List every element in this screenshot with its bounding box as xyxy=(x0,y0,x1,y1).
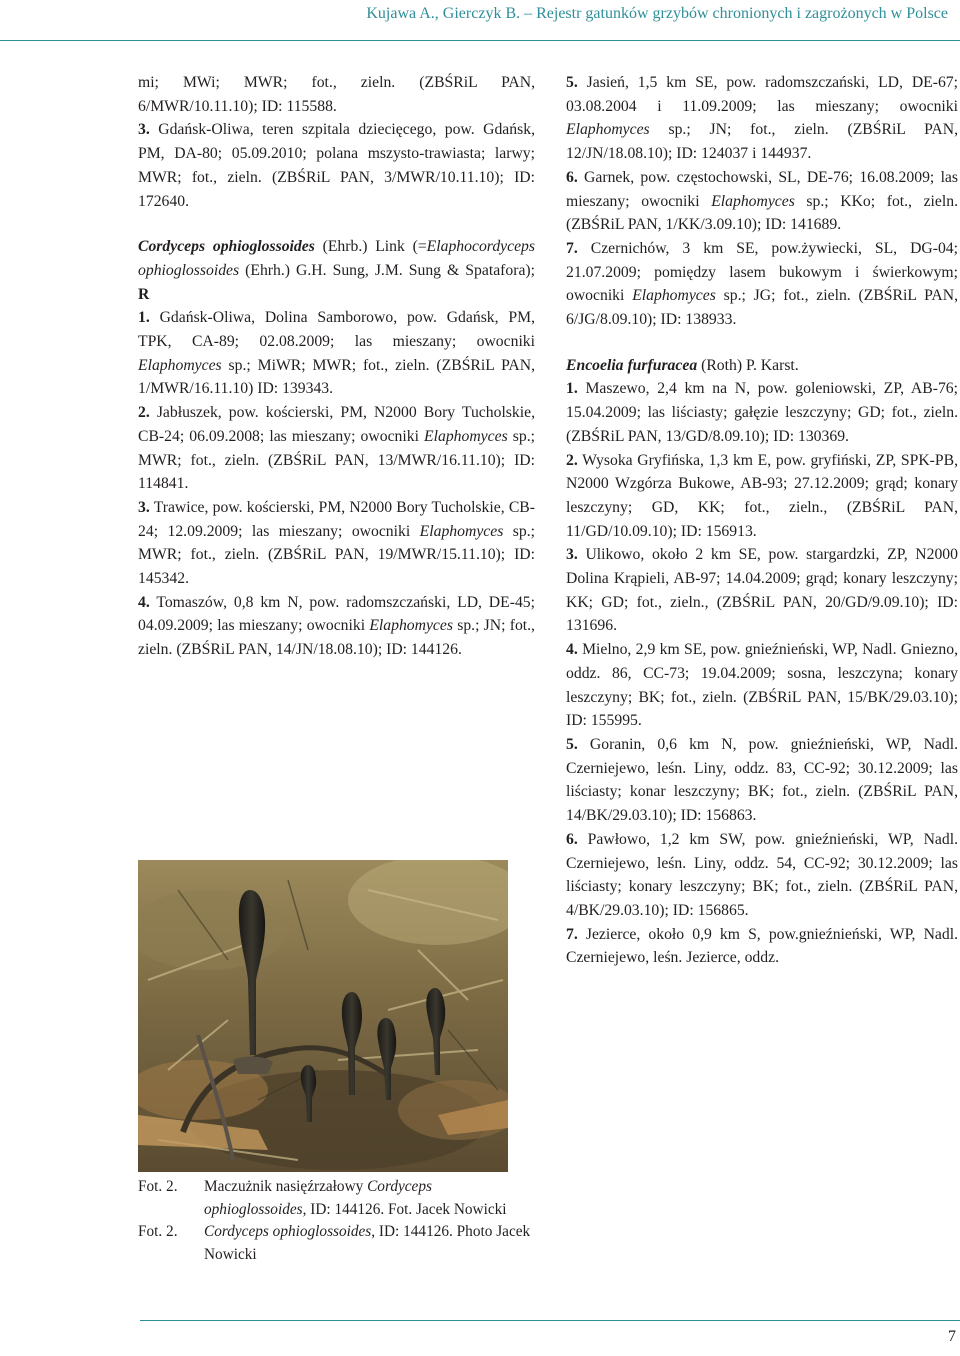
record-entry xyxy=(566,237,958,332)
figure-caption xyxy=(138,1176,538,1266)
record-text: Jezierce, około 0,9 km S, pow.gnieźnieński, WP, Nadl. Czerniejewo, leśn. Jezierce, oddz. xyxy=(566,925,958,967)
species-name: Cordyceps ophioglossoides xyxy=(138,238,315,256)
running-title: Kujawa A., Gierczyk B. – Rejestr gatunków grzybów chronionych i zagrożonych w Polsce xyxy=(366,5,948,22)
record-text: Mielno, 2,9 km SE, pow. gnieźnieński, WP, Nadl. Gniezno, oddz. 86, CC-73; 19.04.2009; sosna, leszczyna; konary leszczyny; BK; fot., zieln. (ZBŚRiL PAN, 15/BK/29.03.10); ID: 155995. xyxy=(566,641,958,730)
record-entry xyxy=(566,543,958,638)
caption-english xyxy=(138,1221,538,1266)
record-number: 2. xyxy=(566,451,578,469)
record-text: Gdańsk-Oliwa, teren szpitala dziecięcego, pow. Gdańsk, PM, DA-80; 05.09.2010; polana mszysto-trawiasta; larwy; MWR; fot., zieln. (ZBŚRiL PAN, 3/MWR/10.11.10); ID: 172640. xyxy=(138,121,535,210)
forest-floor-illustration xyxy=(138,860,508,1172)
record-entry xyxy=(566,923,958,970)
record-number: 7. xyxy=(566,239,578,257)
record-entry xyxy=(566,828,958,923)
record-text: sp.; MWR; fot., zieln. (ZBŚRiL PAN, 13/MWR/16.11.10); ID: 114841. xyxy=(138,427,535,493)
caption-species: Cordyceps ophioglossoides xyxy=(204,1223,372,1240)
record-text: sp.; JG; fot., zieln. (ZBŚRiL PAN, 6/JG/8.09.10); ID: 138933. xyxy=(566,287,958,329)
synonym-authority: (Ehrh.) G.H. Sung, J.M. Sung & Spatafora); xyxy=(239,261,535,279)
caption-polish xyxy=(138,1176,538,1221)
host-taxon: Elaphomyces xyxy=(419,522,504,540)
record-entry xyxy=(138,306,535,401)
caption-credit: , ID: 144126. Photo Jacek Nowicki xyxy=(204,1223,531,1263)
caption-species: Cordyceps ophioglossoides xyxy=(204,1178,432,1218)
record-entry xyxy=(566,638,958,733)
record-text: Wysoka Gryfińska, 1,3 km E, pow. gryfiński, ZP, SPK-PB, N2000 Wzgórza Bukowe, AB-93; 27.12.2009; grąd; konary leszczyny; GD, KK; fot., zieln., (ZBŚRiL PAN, 11/GD/10.09.10); ID: 156913. xyxy=(566,451,958,540)
record-number: 3. xyxy=(138,498,150,516)
species-heading xyxy=(138,235,535,306)
host-taxon: Elaphomyces xyxy=(711,192,795,210)
record-number: 1. xyxy=(138,309,150,327)
record-number: 3. xyxy=(138,121,150,139)
record-text: Pawłowo, 1,2 km SW, pow. gnieźnieński, WP, Nadl. Czerniejewo, leśn. Liny, oddz. 54, CC-92; 30.12.2009; las liściasty; konary leszczyny; BK; fot., zieln. (ZBŚRiL PAN, 4/BK/29.03.10); ID: 156865. xyxy=(566,830,958,919)
record-text: Jabłuszek, pow. kościerski, PM, N2000 Bory Tucholskie, CB-24; 06.09.2008; las mieszany; owocniki xyxy=(138,404,535,445)
record-entry xyxy=(138,496,535,591)
left-column xyxy=(138,71,535,662)
record-entry xyxy=(566,449,958,544)
record-text: sp.; JN; fot., zieln. (ZBŚRiL PAN, 14/JN/18.08.10); ID: 144126. xyxy=(138,617,535,659)
record-number: 5. xyxy=(566,735,578,753)
record-text: sp.; MiWR; MWR; fot., zieln. (ZBŚRiL PAN, 1/MWR/16.11.10) ID: 139343. xyxy=(138,356,535,398)
record-number: 2. xyxy=(138,404,150,422)
host-taxon: Elaphomyces xyxy=(632,287,716,305)
record-text: mi; MWi; MWR; fot., zieln. (ZBŚRiL PAN, 6/MWR/10.11.10); ID: 115588. xyxy=(138,74,535,115)
record-text: sp.; MWR; fot., zieln. (ZBŚRiL PAN, 19/MWR/15.11.10); ID: 145342. xyxy=(138,522,535,588)
species-synonym: Elaphocordyceps ophioglossoides xyxy=(138,238,535,279)
record-entry xyxy=(138,118,535,213)
record-number: 6. xyxy=(566,830,578,848)
caption-common-name: Maczużnik nasięźrzałowy xyxy=(204,1178,368,1195)
record-entry xyxy=(138,591,535,662)
host-taxon: Elaphomyces xyxy=(424,427,508,445)
record-number: 4. xyxy=(566,641,578,659)
record-text: Maszewo, 2,4 km na N, pow. goleniowski, ZP, AB-76; 15.04.2009; las liściasty; gałęzie leszczyny; GD; fot., zieln. (ZBŚRiL PAN, 13/GD/8.09.10); ID: 130369. xyxy=(566,380,958,445)
record-text: Gdańsk-Oliwa, Dolina Samborowo, pow. Gdańsk, PM, TPK, CA-89; 02.08.2009; las mieszany; owocniki xyxy=(138,309,535,351)
threat-status: R xyxy=(138,285,150,303)
record-number: 6. xyxy=(566,168,578,186)
record-entry xyxy=(566,377,958,448)
host-taxon: Elaphomyces xyxy=(138,356,222,374)
record-continuation xyxy=(138,71,535,118)
page-number: 7 xyxy=(948,1328,956,1345)
right-column xyxy=(566,71,958,970)
record-number: 7. xyxy=(566,925,578,943)
caption-label: Fot. 2. xyxy=(138,1223,178,1240)
record-text: Garnek, pow. częstochowski, SL, DE-76; 16.08.2009; las mieszany; owocniki xyxy=(566,168,958,210)
record-text: Ulikowo, około 2 km SE, pow. stargardzki, ZP, N2000 Dolina Krąpieli, AB-97; 14.04.2009; grąd; konary leszczyny; KK; GD; fot., zieln., (ZBŚRiL PAN, 20/GD/9.09.10); ID: 131696. xyxy=(566,546,958,635)
record-entry xyxy=(138,401,535,496)
host-taxon: Elaphomyces xyxy=(566,121,650,139)
caption-credit: , ID: 144126. Fot. Jacek Nowicki xyxy=(302,1200,507,1218)
species-authority: (Roth) P. Karst. xyxy=(697,356,799,374)
record-text: Trawice, pow. kościerski, PM, N2000 Bory Tucholskie, CB-24; 12.09.2009; las mieszany; owocniki xyxy=(138,498,535,540)
header-rule xyxy=(0,40,960,41)
record-text: sp.; KKo; fot., zieln. (ZBŚRiL PAN, 1/KK/3.09.10); ID: 141689. xyxy=(566,192,958,234)
record-number: 1. xyxy=(566,380,578,398)
record-number: 3. xyxy=(566,546,578,564)
record-number: 5. xyxy=(566,74,578,91)
host-taxon: Elaphomyces xyxy=(369,617,453,635)
caption-text xyxy=(204,1221,538,1266)
record-text: Goranin, 0,6 km N, pow. gnieźnieński, WP, Nadl. Czerniejewo, leśn. Liny, oddz. 83, CC-92; 30.12.2009; las liściasty; konar leszczyny; BK; fot., zieln. (ZBŚRiL PAN, 14/BK/29.03.10); ID: 156863. xyxy=(566,735,958,825)
record-number: 4. xyxy=(138,593,150,611)
caption-label: Fot. 2. xyxy=(138,1178,178,1195)
running-header xyxy=(366,0,948,30)
record-entry xyxy=(566,733,958,828)
fungus-photo xyxy=(138,860,508,1172)
record-text: sp.; JN; fot., zieln. (ZBŚRiL PAN, 12/JN/18.08.10); ID: 124037 i 144937. xyxy=(566,121,958,163)
record-entry xyxy=(566,71,958,166)
caption-text xyxy=(204,1176,538,1221)
footer-rule xyxy=(140,1320,960,1321)
record-entry xyxy=(566,166,958,237)
species-authority: (Ehrb.) Link (= xyxy=(314,238,427,256)
record-text: Czernichów, 3 km SE, pow.żywiecki, SL, DG-04; 21.07.2009; pomiędzy lasem bukowym i świerkowym; owocniki xyxy=(566,239,958,305)
species-name: Encoelia furfuracea xyxy=(566,356,698,374)
species-heading xyxy=(566,354,958,378)
record-text: Jasień, 1,5 km SE, pow. radomszczański, LD, DE-67; 03.08.2004 i 11.09.2009; las mieszany; owocniki xyxy=(566,74,958,115)
record-text: Tomaszów, 0,8 km N, pow. radomszczański, LD, DE-45; 04.09.2009; las mieszany; owocniki xyxy=(138,593,535,635)
